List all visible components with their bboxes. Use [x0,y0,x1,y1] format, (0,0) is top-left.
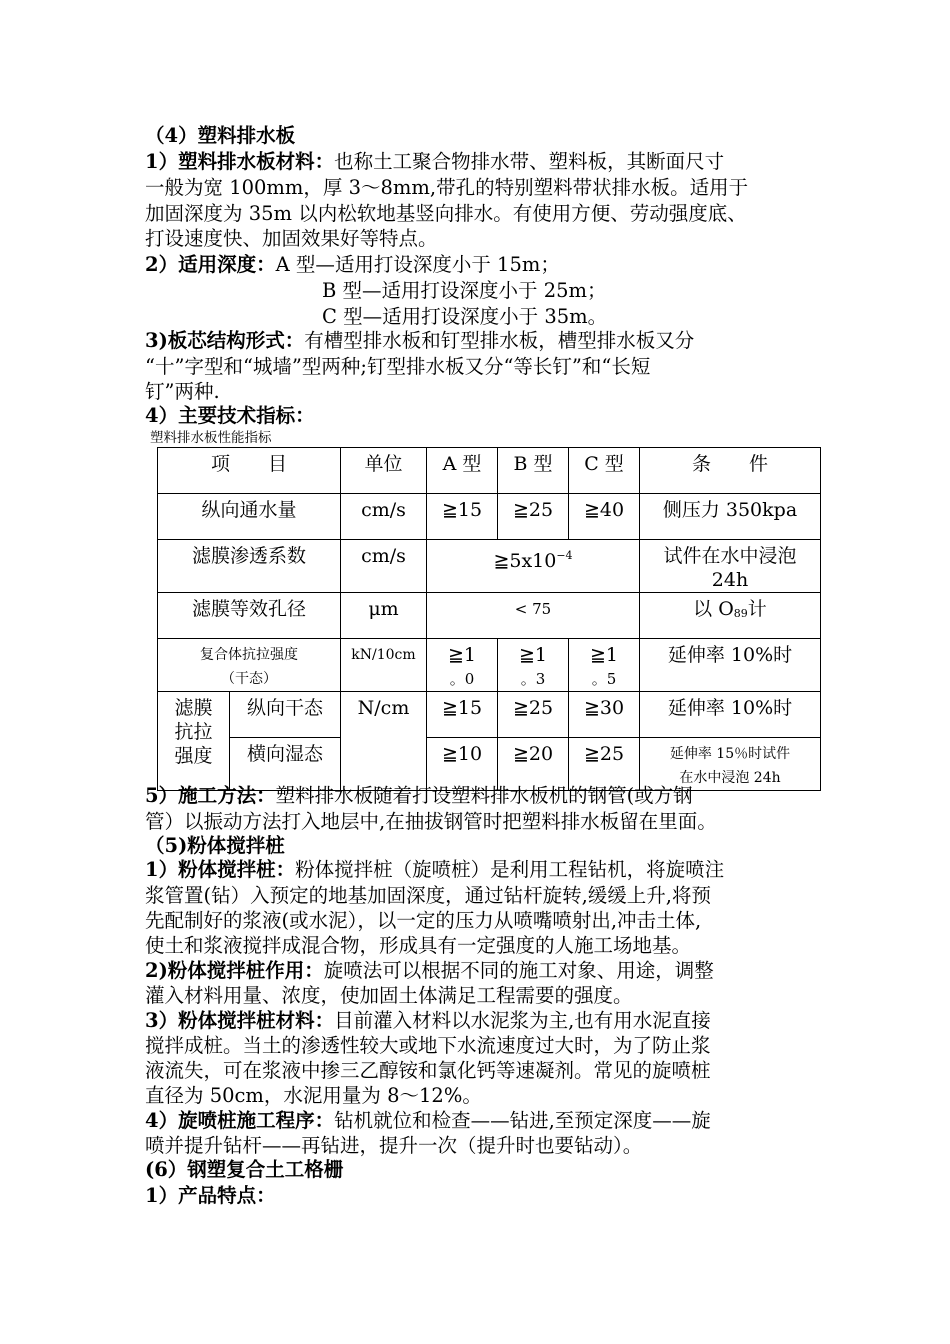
paragraph-line: 先配制好的浆液(或水泥），以一定的压力从喷嘴喷射出,冲击土体, [145,909,702,932]
paragraph-line: 5）施工方法：塑料排水板随着打设塑料排水板机的钢管(或方钢 [145,784,693,807]
section-heading: (6）钢塑复合土工格栅 [145,1158,344,1181]
table-cell: 延伸率 15％时试件 在水中浸泡 24h [640,738,821,791]
table-cell: ≧25 [498,494,569,540]
paragraph-label: 1）塑料排水板材料： [145,150,335,173]
paragraph-line: 加固深度为 35m 以内松软地基竖向排水。有使用方便、劳动强度底、 [145,202,747,225]
paragraph-line: B 型—适用打设深度小于 25m； [322,279,607,302]
table-cell: ≧20 [498,738,569,791]
table-cell: cm/s [341,540,427,593]
paragraph-line: 钉”两种. [145,380,220,403]
paragraph-line: 1）塑料排水板材料：也称土工聚合物排水带、塑料板，其断面尺寸 [145,150,725,173]
paragraph-line: 1）粉体搅拌桩：粉体搅拌桩（旋喷桩）是利用工程钻机，将旋喷注 [145,858,725,881]
paragraph-label: 4）主要技术指标： [145,404,315,427]
table-row [158,639,821,692]
paragraph-label: 2）适用深度： [145,253,276,276]
paragraph-label: 3)板芯结构形式： [145,329,305,352]
table-cell: cm/s [341,494,427,540]
table-row [158,692,821,738]
table-row [158,494,821,540]
table-cell: kN/10cm [341,639,427,692]
paragraph-line: 打设速度快、加固效果好等特点。 [145,227,438,250]
paragraph-label: 2)粉体搅拌桩作用： [145,959,324,982]
table-cell: ≧10 [427,738,498,791]
paragraph-label: 3）粉体搅拌桩材料： [145,1009,335,1032]
paragraph-label: 1）粉体搅拌桩： [145,858,296,881]
table-row [158,738,821,791]
table-cell: 复合体抗拉强度 （干态） [158,639,341,692]
paragraph-line: 灌入材料用量、浓度，使加固土体满足工程需要的强度。 [145,984,633,1007]
table-cell: ≧25 [498,692,569,738]
paragraph-line: 3)板芯结构形式：有槽型排水板和钉型排水板，槽型排水板又分 [145,329,695,352]
table-cell: < 75 [427,593,640,639]
paragraph-line: 一般为宽 100mm，厚 3～8mm,带孔的特别塑料带状排水板。适用于 [145,176,749,199]
table-cell: μm [341,593,427,639]
paragraph-label: 5）施工方法： [145,784,276,807]
table-cell: 横向湿态 [230,738,341,791]
paragraph-line: 喷并提升钻杆——再钻进，提升一次（提升时也要钻动）。 [145,1134,643,1157]
paragraph-line: 直径为 50cm，水泥用量为 8～12%。 [145,1084,482,1107]
paragraph-line: 使土和浆液搅拌成混合物，形成具有一定强度的人施工场地基。 [145,934,692,957]
table-cell: ≧15 [427,494,498,540]
paragraph-line: 3）粉体搅拌桩材料：目前灌入材料以水泥浆为主,也有用水泥直接 [145,1009,711,1032]
table-header-cell: 条 件 [640,448,821,494]
paragraph-label: 4）旋喷桩施工程序： [145,1109,335,1132]
table-header-cell: 项 目 [158,448,341,494]
table-cell: ≧1 。0 [427,639,498,692]
paragraph-line: “十”字型和“城墙”型两种;钉型排水板又分“等长钉”和“长短 [145,355,651,378]
table-cell: 滤膜渗透系数 [158,540,341,593]
paragraph-line: 管）以振动方法打入地层中,在抽拔钢管时把塑料排水板留在里面。 [145,810,717,833]
table-cell: ≧25 [569,738,640,791]
paragraph-line: 2)粉体搅拌桩作用：旋喷法可以根据不同的施工对象、用途，调整 [145,959,714,982]
table-row [158,540,821,593]
paragraph-line: 2）适用深度：A 型—适用打设深度小于 15m； [145,253,560,276]
section-heading: （5)粉体搅拌桩 [145,834,285,857]
table-caption: 塑料排水板性能指标 [150,430,272,446]
table-cell: 延伸率 10%时 [640,692,821,738]
table-header-cell: 单位 [341,448,427,494]
table-cell: 滤膜等效孔径 [158,593,341,639]
section-heading: （4）塑料排水板 [145,124,296,147]
table-row [158,593,821,639]
table-cell: 试件在水中浸泡 24h [640,540,821,593]
paragraph-line: 浆管置(钻）入预定的地基加固深度，通过钻杆旋转,缓缓上升,将预 [145,884,712,907]
table-header-row [158,448,821,494]
paragraph-line: 液流失，可在浆液中掺三乙醇铵和氯化钙等速凝剂。常见的旋喷桩 [145,1059,711,1082]
table-cell: 滤膜 抗拉 强度 [158,692,230,791]
table-cell: ≧30 [569,692,640,738]
table-cell: 纵向干态 [230,692,341,738]
paragraph-line: 4）旋喷桩施工程序：钻机就位和检查——钻进,至预定深度——旋 [145,1109,711,1132]
table-cell: $≧5x10^{-4}$ [427,540,640,593]
table-cell: ≧1 。5 [569,639,640,692]
paragraph-line: 搅拌成桩。当土的渗透性较大或地下水流速度过大时，为了防止浆 [145,1034,711,1057]
table-cell: 侧压力 350kpa [640,494,821,540]
paragraph-line: C 型—适用打设深度小于 35m。 [322,305,608,328]
table-cell: N/cm [341,692,427,791]
spec-table [157,447,821,791]
table-cell: 延伸率 10%时 [640,639,821,692]
table-cell: 以 $O_{89}$计 [640,593,821,639]
table-cell: 纵向通水量 [158,494,341,540]
table-cell: ≧40 [569,494,640,540]
table-header-cell: B 型 [498,448,569,494]
table-header-cell: C 型 [569,448,640,494]
table-header-cell: A 型 [427,448,498,494]
table-cell: ≧15 [427,692,498,738]
table-cell: ≧1 。3 [498,639,569,692]
paragraph-label: 1）产品特点： [145,1184,276,1207]
